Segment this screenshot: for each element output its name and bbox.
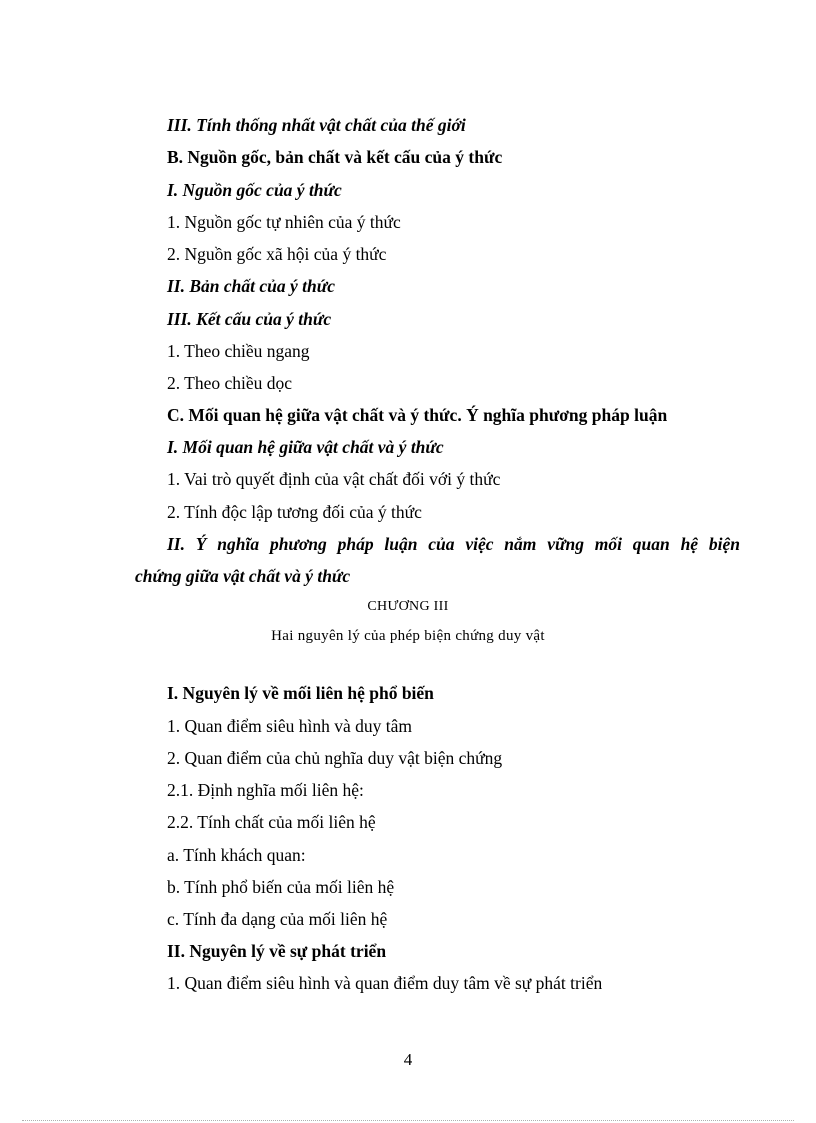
heading-relation-between-matter-and-consciousness: I. Mối quan hệ giữa vật chất và ý thức	[167, 437, 444, 457]
item-metaphysical-idealist-view: 1. Quan điểm siêu hình và duy tâm	[167, 716, 412, 736]
item-vertical-dimension: 2. Theo chiều dọc	[167, 373, 293, 393]
item-social-origin: 2. Nguồn gốc xã hội của ý thức	[167, 244, 387, 264]
heading-matter-consciousness-relation: C. Mối quan hệ giữa vật chất và ý thức. Ý nghĩa phương pháp luận	[167, 405, 668, 425]
item-relative-independence: 2. Tính độc lập tương đối của ý thức	[167, 502, 422, 522]
item-horizontal-dimension: 1. Theo chiều ngang	[167, 341, 310, 361]
item-natural-origin: 1. Nguồn gốc tự nhiên của ý thức	[167, 212, 401, 232]
heading-principle-of-development: II. Nguyên lý về sự phát triển	[167, 941, 387, 961]
heading-origin-nature-structure-of-consciousness: B. Nguồn gốc, bản chất và kết cấu của ý thức	[167, 147, 503, 167]
item-definition-of-connection: 2.1. Định nghĩa mối liên hệ:	[167, 780, 364, 800]
chapter-label: CHƯƠNG III	[367, 599, 449, 614]
heading-structure-of-consciousness: III. Kết cấu của ý thức	[167, 309, 332, 329]
heading-nature-of-consciousness: II. Bản chất của ý thức	[167, 276, 336, 296]
item-dialectical-materialist-view: 2. Quan điểm của chủ nghĩa duy vật biện chứng	[167, 748, 503, 768]
heading-origin-of-consciousness: I. Nguồn gốc của ý thức	[167, 180, 342, 200]
chapter-title: Hai nguyên lý của phép biện chứng duy vật	[271, 628, 545, 644]
page-number: 4	[403, 1050, 413, 1069]
item-diversity: c. Tính đa dạng của mối liên hệ	[167, 909, 388, 929]
item-views-on-development: 1. Quan điểm siêu hình và quan điểm duy tâm về sự phát triển	[167, 973, 603, 993]
item-properties-of-connection: 2.2. Tính chất của mối liên hệ	[167, 812, 376, 832]
heading-methodological-significance: II. Ý nghĩa phương pháp luận của việc nắm vững mối quan hệ biện	[167, 534, 740, 554]
heading-principle-of-universal-connection: I. Nguyên lý về mối liên hệ phổ biến	[167, 683, 434, 703]
heading-unity-of-material-world: III. Tính thống nhất vật chất của thế giới	[167, 115, 466, 135]
page-bottom-divider	[22, 1120, 794, 1121]
item-objectivity: a. Tính khách quan:	[167, 845, 306, 865]
heading-methodological-significance-continued: chứng giữa vật chất và ý thức	[135, 566, 351, 586]
item-decisive-role-of-matter: 1. Vai trò quyết định của vật chất đối với ý thức	[167, 469, 501, 489]
item-universality: b. Tính phổ biến của mối liên hệ	[167, 877, 395, 897]
